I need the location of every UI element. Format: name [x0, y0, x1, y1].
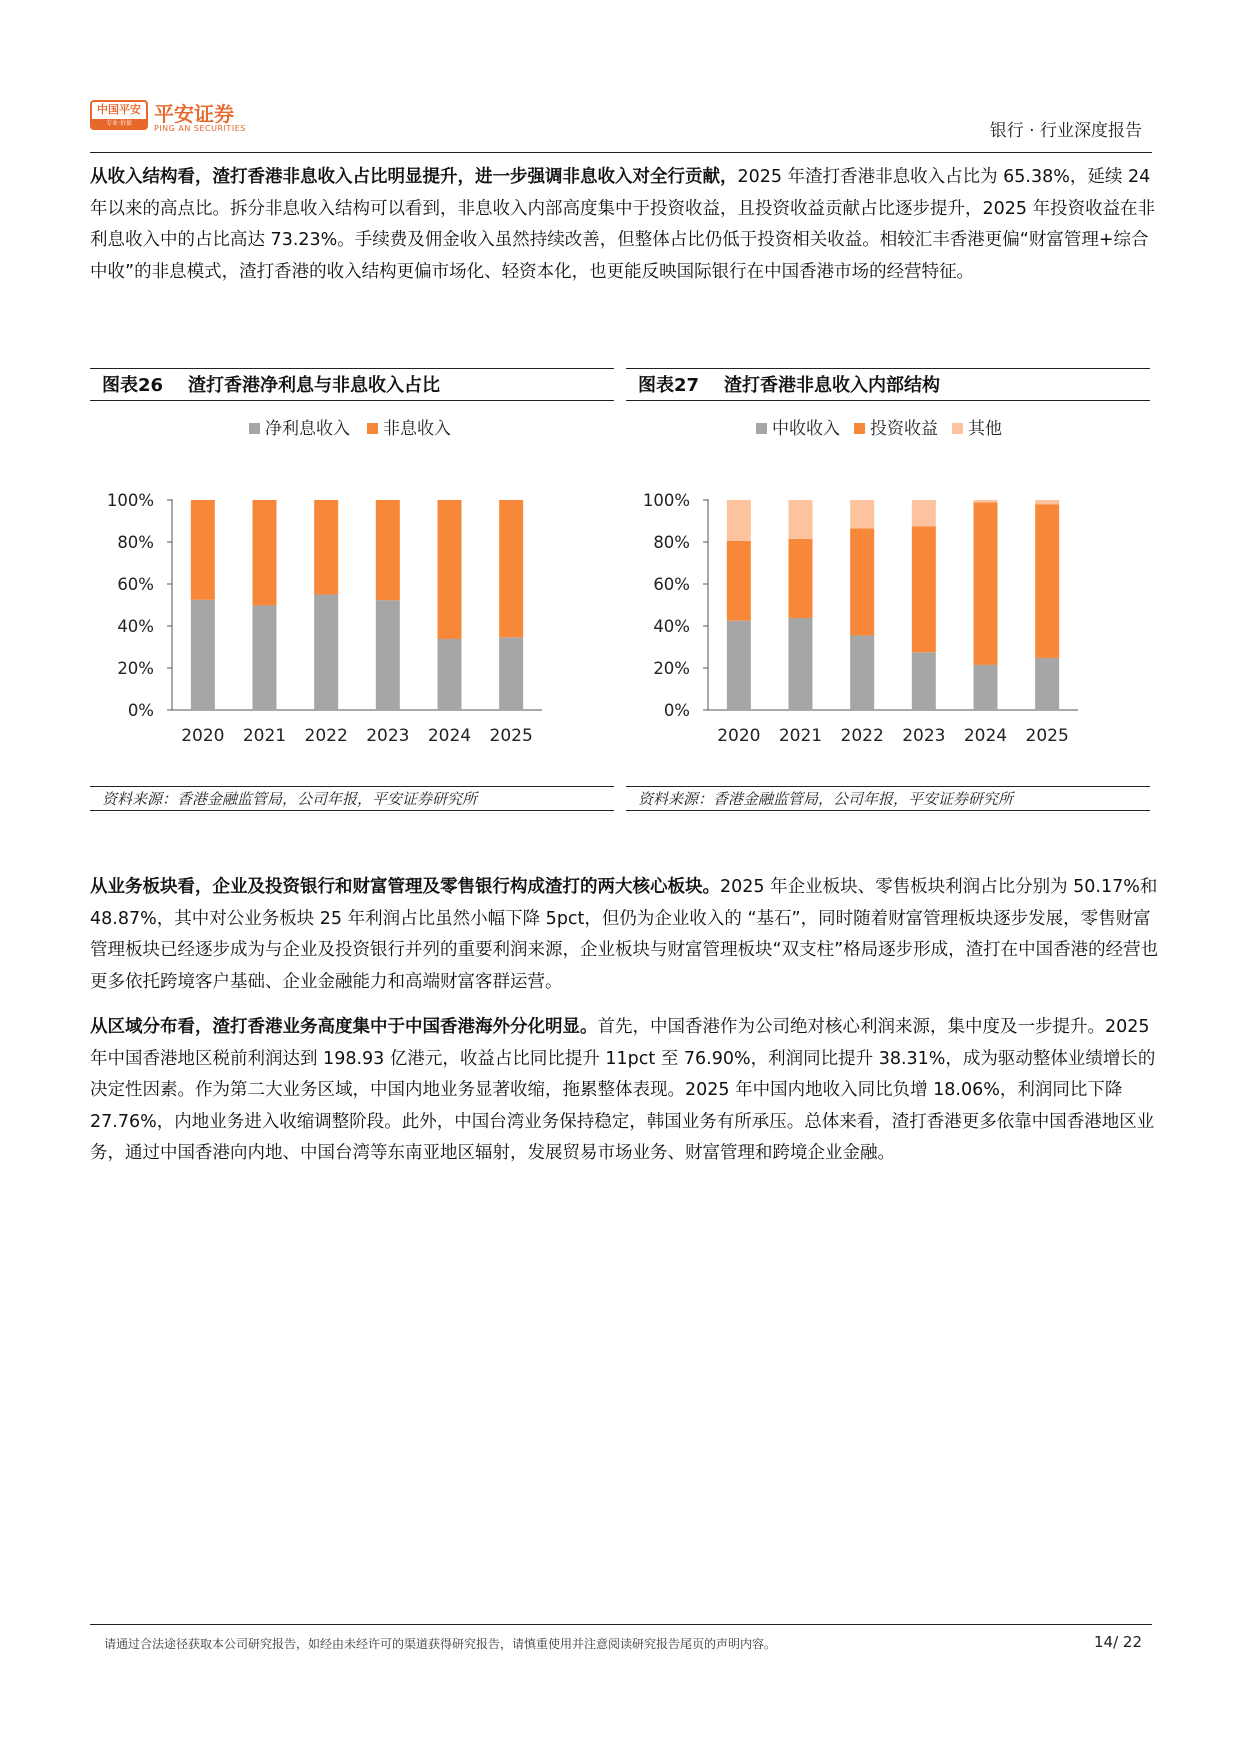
figure-caption: 渣打香港净利息与非息收入占比 — [188, 375, 440, 396]
x-tick-label: 2023 — [902, 726, 946, 746]
figure-number: 图表26 — [102, 375, 164, 396]
y-tick-label: 40% — [653, 617, 690, 636]
page-number: 14/ 22 — [1094, 1633, 1142, 1651]
legend-label: 中收收入 — [772, 419, 840, 439]
y-tick-label: 20% — [117, 659, 154, 678]
bar-segment — [1035, 658, 1059, 710]
paragraph-body: 首先，中国香港作为公司绝对核心利润来源，集中度及一步提升。2025 年中国香港地区税前利润达到 198.93 亿港元，收益占比同比提升 11pct 至 76.90%，利润同比提升 38.31%，成为驱动整体业绩增长的决定性因素。作为第二大业务区域，中国内地业务显著收缩，拖累整体表现。2025 年中国内地收入同比负增 18.06%，利润同比下降 27.76%，内地业务进入收缩调整阶段。此外，中国台湾业务保持稳定，韩国业务有所承压。总体来看，渣打香港更多依靠中国香港地区业务，通过中国香港向内地、中国台湾等东南亚地区辐射，发展贸易市场业务、财富管理和跨境企业金融。 — [90, 1017, 1156, 1163]
page-header — [90, 96, 1152, 153]
bar-segment — [727, 541, 751, 621]
bar-segment — [253, 500, 277, 605]
bar-segment — [438, 639, 462, 710]
x-tick-label: 2020 — [717, 726, 761, 746]
bar-segment — [850, 528, 874, 635]
figure-number: 图表27 — [638, 375, 700, 396]
legend-label: 非息收入 — [383, 419, 451, 439]
figure-26 — [90, 368, 614, 808]
y-tick-label: 20% — [653, 659, 690, 678]
paragraph-lead: 从区域分布看，渣打香港业务高度集中于中国香港海外分化明显。 — [90, 1017, 598, 1037]
bar-segment — [1035, 504, 1059, 658]
paragraph-business-segments — [90, 872, 1162, 998]
bar-segment — [974, 503, 998, 665]
y-tick-label: 40% — [117, 617, 154, 636]
bar-segment — [789, 618, 813, 710]
x-tick-label: 2020 — [181, 726, 225, 746]
bar-segment — [314, 500, 338, 595]
legend-label: 净利息收入 — [265, 419, 350, 439]
bar-segment — [376, 500, 400, 600]
bar-segment — [191, 500, 215, 600]
bar-segment — [376, 600, 400, 710]
y-tick-label: 100% — [642, 491, 690, 510]
chart-nii-nonii-share — [90, 404, 614, 784]
bar-segment — [912, 500, 936, 526]
x-tick-label: 2022 — [840, 726, 884, 746]
figure-27 — [626, 368, 1150, 808]
legend-swatch — [367, 423, 378, 434]
x-tick-label: 2021 — [778, 726, 823, 746]
x-tick-label: 2024 — [427, 726, 472, 746]
paragraph-regional-distribution — [90, 1012, 1162, 1170]
y-tick-label: 80% — [117, 533, 154, 552]
logo-cn-top: 中国平安 — [97, 103, 141, 116]
bar-segment — [912, 526, 936, 652]
logo-english-name: PING AN SECURITIES — [154, 124, 246, 133]
bar-segment — [727, 621, 751, 710]
figure-caption: 渣打香港非息收入内部结构 — [724, 375, 940, 396]
y-tick-label: 0% — [663, 701, 690, 720]
bar-segment — [850, 635, 874, 710]
bar-segment — [253, 605, 277, 710]
bar-segment — [191, 600, 215, 710]
legend-label: 其他 — [968, 419, 1002, 439]
legend-swatch — [854, 423, 865, 434]
y-tick-label: 60% — [653, 575, 690, 594]
figure-title — [626, 368, 1150, 401]
paragraph-income-structure — [90, 162, 1162, 288]
y-tick-label: 0% — [127, 701, 154, 720]
footer-disclaimer: 请通过合法途径获取本公司研究报告，如经由未经许可的渠道获得研究报告，请慎重使用并注意阅读研究报告尾页的声明内容。 — [104, 1637, 777, 1651]
figure-source: 资料来源：香港金融监管局，公司年报，平安证券研究所 — [90, 786, 614, 811]
x-tick-label: 2021 — [242, 726, 287, 746]
x-tick-label: 2024 — [963, 726, 1008, 746]
company-logo — [90, 100, 148, 130]
figure-source: 资料来源：香港金融监管局，公司年报，平安证券研究所 — [626, 786, 1150, 811]
bar-segment — [499, 637, 523, 710]
x-tick-label: 2023 — [366, 726, 410, 746]
chart-nonii-structure — [626, 404, 1150, 784]
bar-segment — [974, 665, 998, 710]
figure-title — [90, 368, 614, 401]
paragraph-lead: 从收入结构看，渣打香港非息收入占比明显提升，进一步强调非息收入对全行贡献， — [90, 167, 738, 187]
paragraph-body: 2025 年企业板块、零售板块利润占比分别为 50.17%和 48.87%，其中对公业务板块 25 年利润占比虽然小幅下降 5pct，但仍为企业收入的 “基石”，同时随着财富管理板块逐步发展，零售财富管理板块已经逐步成为与企业及投资银行并列的重要利润来源，企业板块与财富管理板块“双支柱”格局逐步形成，渣打在中国香港的经营也更多依托跨境客户基础、企业金融能力和高端财富客群运营。 — [90, 877, 1159, 992]
x-tick-label: 2022 — [304, 726, 348, 746]
bar-segment — [789, 539, 813, 618]
bar-segment — [850, 500, 874, 528]
paragraph-lead: 从业务板块看，企业及投资银行和财富管理及零售银行构成渣打的两大核心板块。 — [90, 877, 720, 897]
bar-segment — [912, 652, 936, 710]
bar-segment — [1035, 500, 1059, 504]
bar-segment — [974, 500, 998, 503]
legend-swatch — [249, 423, 260, 434]
legend-swatch — [756, 423, 767, 434]
logo-name: 平安证券 — [154, 102, 234, 126]
bar-segment — [499, 500, 523, 637]
y-tick-label: 80% — [653, 533, 690, 552]
x-tick-label: 2025 — [489, 726, 533, 746]
x-tick-label: 2025 — [1025, 726, 1069, 746]
legend-label: 投资收益 — [870, 419, 938, 439]
paragraph-body: 2025 年渣打香港非息收入占比为 65.38%，延续 24 年以来的高点比。拆分非息收入结构可以看到，非息收入内部高度集中于投资收益，且投资收益贡献占比逐步提升，2025 年投资收益在非利息收入中的占比高达 73.23%。手续费及佣金收入虽然持续改善，但整体占比仍低于投资相关收益。相较汇丰香港更偏“财富管理+综合中收”的非息模式，渣打香港的收入结构更偏市场化、轻资本化，也更能反映国际银行在中国香港市场的经营特征。 — [90, 167, 1156, 282]
bar-segment — [314, 595, 338, 711]
bar-segment — [789, 500, 813, 539]
y-tick-label: 100% — [106, 491, 154, 510]
bar-segment — [438, 500, 462, 639]
bar-segment — [727, 500, 751, 541]
legend-swatch — [952, 423, 963, 434]
report-type: 银行 · 行业深度报告 — [989, 121, 1142, 141]
y-tick-label: 60% — [117, 575, 154, 594]
logo-cn-sub: 专业·价值 — [92, 119, 146, 128]
page-footer — [90, 1624, 1152, 1651]
